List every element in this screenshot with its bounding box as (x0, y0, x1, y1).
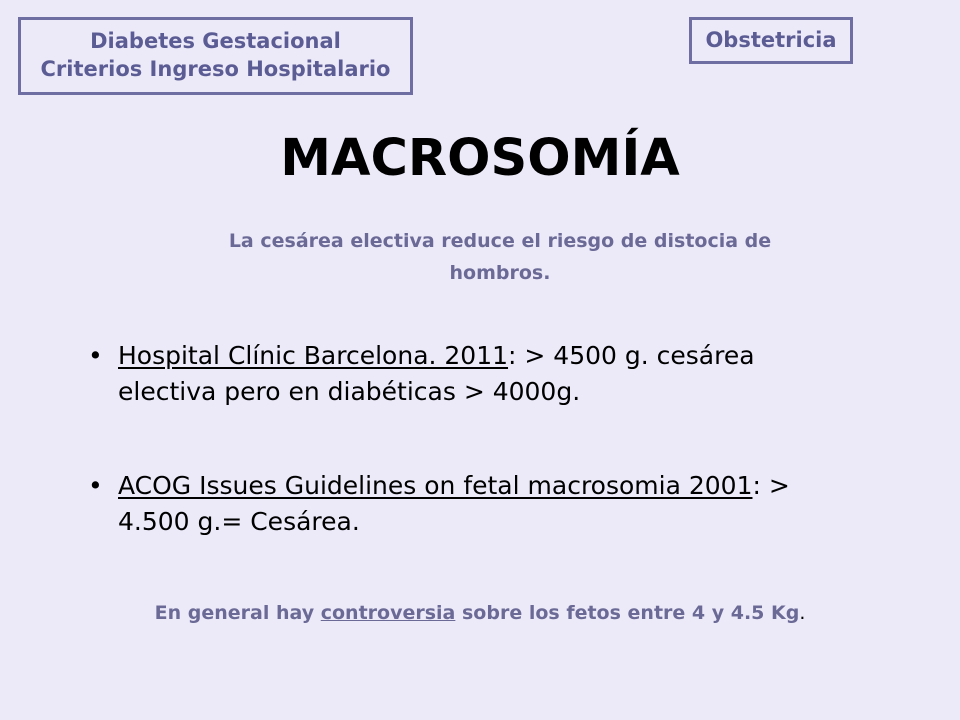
bullet-source-link[interactable]: ACOG Issues Guidelines on fetal macrosomia 2001 (118, 471, 753, 500)
slide-subtitle: La cesárea electiva reduce el riesgo de distocia de hombros. (228, 230, 772, 284)
category-tag: Obstetricia (689, 17, 853, 64)
bullet-list (88, 338, 848, 540)
bullet-text: : > 4500 g. cesárea electiva pero en diabéticas > 4000g. (118, 341, 755, 406)
bullet-item-hospital-clinic (88, 338, 848, 410)
bullet-item-acog (88, 468, 848, 540)
controversia-link[interactable]: controversia (320, 602, 456, 624)
bullet-text: : > 4.500 g.= Cesárea. (118, 471, 790, 536)
footer-text-after: sobre los fetos entre 4 y 4.5 Kg (455, 602, 800, 624)
topic-tag (18, 17, 413, 95)
topic-tag-line2: Criterios Ingreso Hospitalario (40, 57, 391, 81)
slide-title: MACROSOMÍA (280, 129, 680, 188)
footer-note (0, 598, 960, 628)
footer-period: . (799, 602, 806, 624)
footer-text-before: En general hay (154, 602, 321, 624)
topic-tag-line1: Diabetes Gestacional (90, 29, 341, 53)
bullet-marker-icon: • (88, 341, 103, 370)
bullet-source-link[interactable]: Hospital Clínic Barcelona. 2011 (118, 341, 509, 370)
bullet-marker-icon: • (88, 471, 103, 500)
